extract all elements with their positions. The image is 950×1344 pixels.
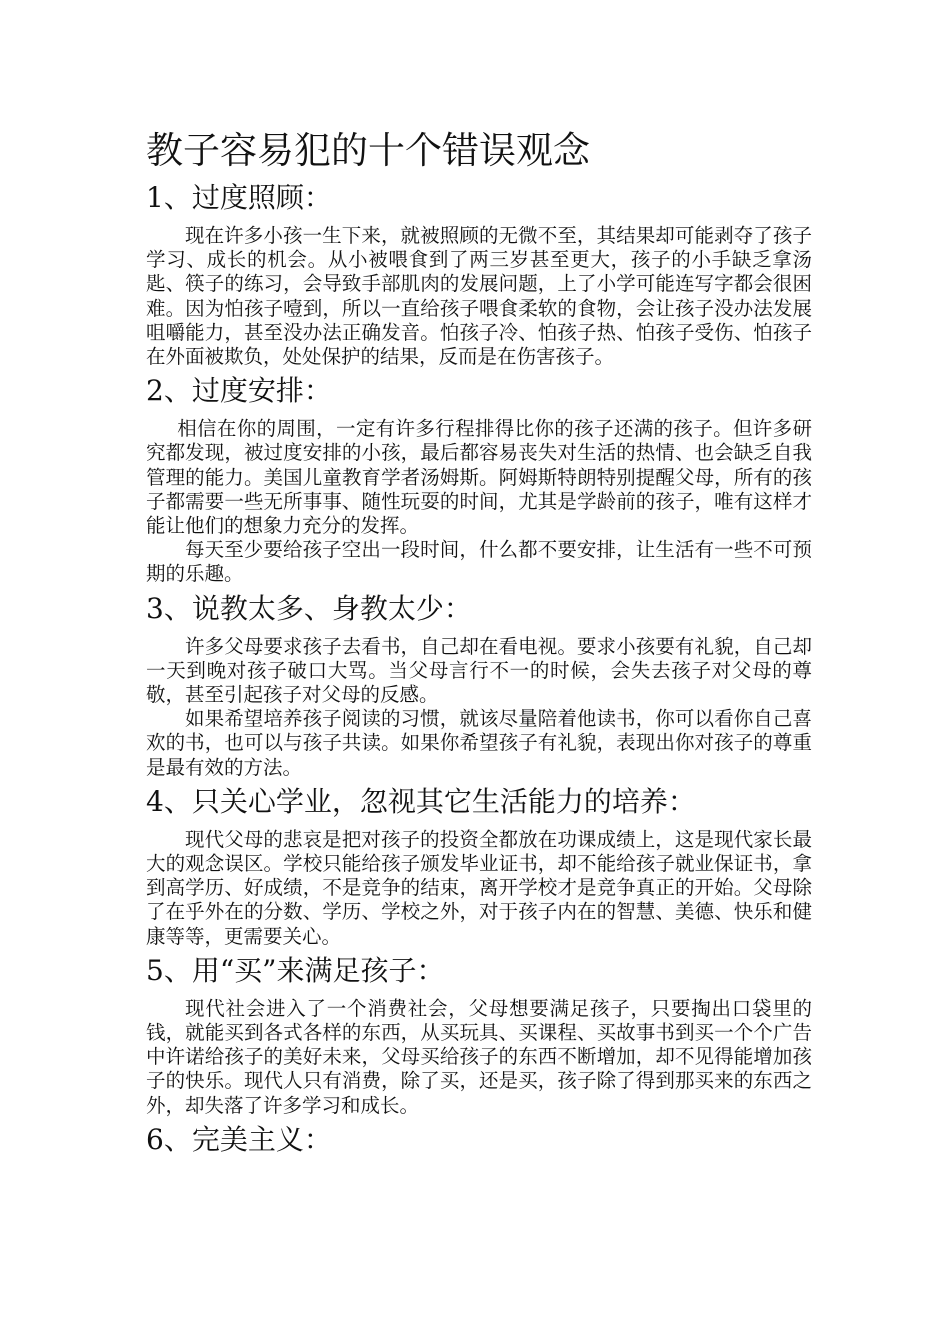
section-6 <box>146 1120 812 1160</box>
paragraph: 许多父母要求孩子去看书，自己却在看电视。要求小孩要有礼貌，自己却一天到晚对孩子破口大骂。当父母言行不一的时候，会失去孩子对父母的尊敬，甚至引起孩子对父母的反感。 <box>146 634 812 707</box>
section-heading: 3、说教太多、身教太少： <box>146 591 472 625</box>
section-heading: 1、过度照顾： <box>146 181 332 214</box>
section-3 <box>146 589 812 780</box>
section-4 <box>146 782 812 949</box>
paragraph: 现在许多小孩一生下来，就被照顾的无微不至，其结果却可能剥夺了孩子学习、成长的机会。从小被喂食到了两三岁甚至更大，孩子的小手缺乏拿汤匙、筷子的练习，会导致手部肌肉的发展问题，上了小学可能连写字都会很困难。因为怕孩子噎到，所以一直给孩子喂食柔软的食物，会让孩子没办法发展咀嚼能力，甚至没办法正确发音。怕孩子冷、怕孩子热、怕孩子受伤、怕孩子在外面被欺负，处处保护的结果，反而是在伤害孩子。 <box>146 224 812 369</box>
section-1 <box>146 178 812 369</box>
section-heading: 2、过度安排： <box>146 374 332 408</box>
section-heading: 5、用“买”来满足孩子： <box>146 953 445 987</box>
document-page <box>146 128 812 1166</box>
section-heading: 6、完美主义： <box>146 1122 332 1156</box>
paragraph: 相信在你的周围，一定有许多行程排得比你的孩子还满的孩子。但许多研究都发现，被过度安排的小孩，最后都容易丧失对生活的热情、也会缺乏自我管理的能力。美国儿童教育学者汤姆斯。阿姆斯特朗特别提醒父母，所有的孩子都需要一些无所事事、随性玩耍的时间，尤其是学龄前的孩子，唯有这样才能让他们的想象力充分的发挥。 <box>146 417 812 538</box>
paragraph: 如果希望培养孩子阅读的习惯，就该尽量陪着他读书，你可以看你自己喜欢的书，也可以与孩子共读。如果你希望孩子有礼貌，表现出你对孩子的尊重是最有效的方法。 <box>146 707 812 779</box>
section-heading: 4、只关心学业，忽视其它生活能力的培养： <box>146 784 696 818</box>
section-5 <box>146 951 812 1118</box>
paragraph: 每天至少要给孩子空出一段时间，什么都不要安排，让生活有一些不可预期的乐趣。 <box>146 538 812 586</box>
paragraph: 现代社会进入了一个消费社会，父母想要满足孩子，只要掏出口袋里的钱，就能买到各式各样的东西，从买玩具、买课程、买故事书到买一个个广告中许诺给孩子的美好未来，父母买给孩子的东西不断增加，却不见得能增加孩子的快乐。现代人只有消费，除了买，还是买，孩子除了得到那买来的东西之外，却失落了许多学习和成长。 <box>146 996 812 1117</box>
document-title: 教子容易犯的十个错误观念 <box>146 129 590 172</box>
section-2 <box>146 371 812 586</box>
paragraph: 现代父母的悲哀是把对孩子的投资全都放在功课成绩上，这是现代家长最大的观念误区。学校只能给孩子颁发毕业证书，却不能给孩子就业保证书，拿到高学历、好成绩，不是竞争的结束，离开学校才是竞争真正的开始。父母除了在乎外在的分数、学历、学校之外，对于孩子内在的智慧、美德、快乐和健康等等，更需要关心。 <box>146 827 812 948</box>
